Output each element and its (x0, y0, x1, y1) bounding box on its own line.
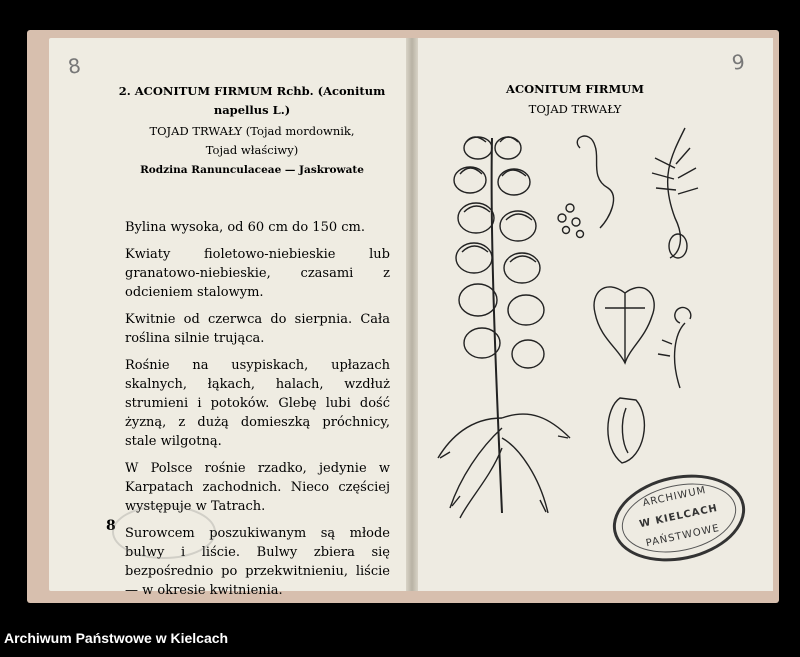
paragraph: Rośnie na usypiskach, upłazach skalnych, łąkach, halach, wzdłuż strumieni i potoków. Glebę lubi dość żyzną, z dużą domieszką próchnicy, stale wilgotną. (125, 358, 390, 449)
stamp-line-1: ARCHIWUM (641, 484, 708, 510)
stamp-line-2: W KIELCACH (638, 502, 719, 531)
paragraph: Kwitnie od czerwca do sierpnia. Cała roślina silnie trująca. (125, 312, 390, 346)
plant-latin-title (112, 82, 392, 120)
paragraph: Bylina wysoka, od 60 cm do 150 cm. (125, 220, 365, 235)
polish-line-1: TOJAD TRWAŁY (Tojad mordownik, (149, 124, 355, 138)
illustration-subtitle: TOJAD TRWAŁY (528, 102, 622, 116)
plant-family: Rodzina Ranunculaceae — Jaskrowate (140, 164, 364, 176)
title-line-1: 2. ACONITUM FIRMUM Rchb. (Aconitum (118, 84, 386, 98)
paragraph: Surowcem poszukiwanym są młode bulwy i liście. Bulwy zbiera się bezpośrednio po przekwitnieniu, liście — w okresie kwitnienia. (125, 526, 390, 598)
left-pencil-number: 8 (66, 53, 83, 79)
page-number: 8 (106, 518, 116, 534)
aconitum-illustration (430, 118, 720, 528)
plant-polish-name (112, 122, 392, 160)
paragraph: W Polsce rośnie rzadko, jedynie w Karpatach zachodnich. Nieco częściej występuje w Tatrach. (125, 461, 390, 514)
archive-caption: Archiwum Państwowe w Kielcach (4, 630, 229, 646)
stamp-line-3: PAŃSTWOWE (644, 522, 721, 550)
right-pencil-number: 9 (730, 49, 747, 75)
paragraph: Kwiaty fioletowo-niebieskie lub granatowo-niebieskie, czasami z odcieniem stalowym. (125, 247, 390, 300)
faint-stamp (112, 505, 216, 559)
book-gutter (406, 38, 418, 591)
illustration-title: ACONITUM FIRMUM (506, 82, 644, 96)
polish-line-2: Tojad właściwy) (205, 143, 299, 157)
title-line-2: napellus L.) (213, 103, 291, 117)
